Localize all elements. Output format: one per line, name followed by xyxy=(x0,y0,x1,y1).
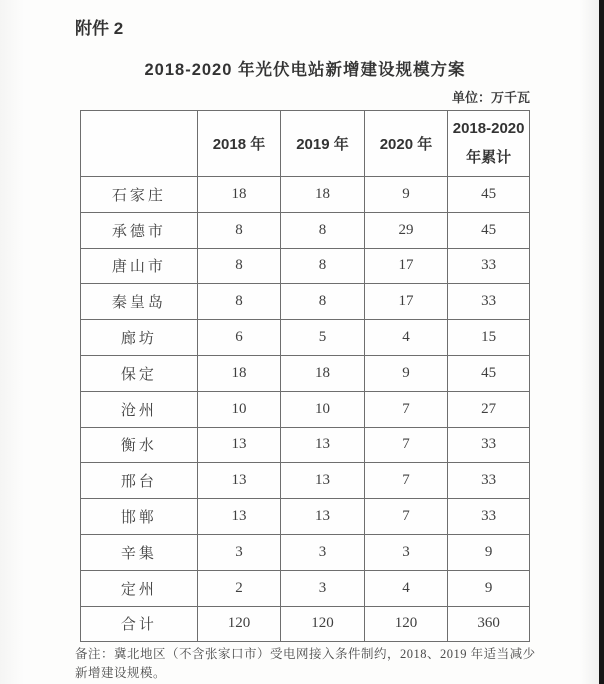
value-cell: 17 xyxy=(364,248,448,284)
total-cell: 45 xyxy=(448,355,530,391)
total-cell: 33 xyxy=(448,499,530,535)
value-cell: 3 xyxy=(281,570,365,606)
total-cell: 9 xyxy=(448,534,530,570)
unit-label: 单位：万千瓦 xyxy=(451,90,530,105)
table-row xyxy=(81,534,530,570)
total-cell: 9 xyxy=(448,570,530,606)
table-row xyxy=(81,355,530,391)
page-title: 2018-2020 年光伏电站新增建设规模方案 xyxy=(144,61,466,79)
total-cell: 45 xyxy=(448,177,530,213)
table-row xyxy=(81,284,530,320)
city-cell: 承德市 xyxy=(81,212,198,248)
header-2018: 2018 年 xyxy=(197,111,281,177)
value-cell: 3 xyxy=(364,534,448,570)
value-cell: 18 xyxy=(281,355,365,391)
value-cell: 8 xyxy=(197,248,281,284)
city-cell: 衡水 xyxy=(81,427,198,463)
city-cell: 廊坊 xyxy=(81,320,198,356)
value-cell: 4 xyxy=(364,320,448,356)
value-cell: 17 xyxy=(364,284,448,320)
total-cell: 360 xyxy=(448,606,530,642)
value-cell: 7 xyxy=(364,463,448,499)
table-row xyxy=(81,212,530,248)
value-cell: 18 xyxy=(281,177,365,213)
value-cell: 9 xyxy=(364,177,448,213)
value-cell: 13 xyxy=(197,499,281,535)
value-cell: 120 xyxy=(281,606,365,642)
value-cell: 8 xyxy=(281,212,365,248)
value-cell: 29 xyxy=(364,212,448,248)
total-cell: 45 xyxy=(448,212,530,248)
value-cell: 3 xyxy=(281,534,365,570)
value-cell: 9 xyxy=(364,355,448,391)
city-cell: 唐山市 xyxy=(81,248,198,284)
value-cell: 120 xyxy=(197,606,281,642)
footnote: 备注：冀北地区（不含张家口市）受电网接入条件制约，2018、2019 年适当减少新增建设规模。 xyxy=(75,647,536,681)
city-cell: 辛集 xyxy=(81,534,198,570)
header-total-line2: 年累计 xyxy=(466,148,512,166)
total-cell: 33 xyxy=(448,463,530,499)
total-cell: 33 xyxy=(448,248,530,284)
city-cell: 保定 xyxy=(81,355,198,391)
value-cell: 5 xyxy=(281,320,365,356)
value-cell: 2 xyxy=(197,570,281,606)
table-header-row xyxy=(81,111,530,177)
table-row xyxy=(81,499,530,535)
value-cell: 7 xyxy=(364,427,448,463)
value-cell: 120 xyxy=(364,606,448,642)
attachment-label: 附件 2 xyxy=(75,19,124,38)
value-cell: 18 xyxy=(197,355,281,391)
total-cell: 33 xyxy=(448,427,530,463)
value-cell: 7 xyxy=(364,391,448,427)
value-cell: 6 xyxy=(197,320,281,356)
value-cell: 8 xyxy=(281,248,365,284)
header-total xyxy=(448,111,530,177)
total-cell: 27 xyxy=(448,391,530,427)
value-cell: 13 xyxy=(281,463,365,499)
value-cell: 13 xyxy=(281,499,365,535)
value-cell: 3 xyxy=(197,534,281,570)
table-row-total xyxy=(81,606,530,642)
value-cell: 10 xyxy=(281,391,365,427)
value-cell: 13 xyxy=(197,427,281,463)
value-cell: 13 xyxy=(281,427,365,463)
header-2019: 2019 年 xyxy=(281,111,365,177)
city-cell: 石家庄 xyxy=(81,177,198,213)
value-cell: 8 xyxy=(197,284,281,320)
scan-edge-shadow xyxy=(599,0,604,684)
city-cell: 沧州 xyxy=(81,391,198,427)
value-cell: 13 xyxy=(197,463,281,499)
table-row xyxy=(81,248,530,284)
value-cell: 10 xyxy=(197,391,281,427)
city-cell: 定州 xyxy=(81,570,198,606)
total-cell: 33 xyxy=(448,284,530,320)
table-row xyxy=(81,427,530,463)
table-row xyxy=(81,320,530,356)
city-cell: 邯郸 xyxy=(81,499,198,535)
header-city xyxy=(81,111,198,177)
header-total-line1: 2018-2020 xyxy=(452,120,525,137)
table-row xyxy=(81,391,530,427)
city-cell: 邢台 xyxy=(81,463,198,499)
value-cell: 8 xyxy=(281,284,365,320)
construction-plan-table xyxy=(80,110,530,642)
value-cell: 8 xyxy=(197,212,281,248)
value-cell: 7 xyxy=(364,499,448,535)
total-cell: 15 xyxy=(448,320,530,356)
table-row xyxy=(81,570,530,606)
header-2020: 2020 年 xyxy=(364,111,448,177)
table-row xyxy=(81,177,530,213)
city-cell: 合计 xyxy=(81,606,198,642)
value-cell: 4 xyxy=(364,570,448,606)
table-row xyxy=(81,463,530,499)
value-cell: 18 xyxy=(197,177,281,213)
city-cell: 秦皇岛 xyxy=(81,284,198,320)
